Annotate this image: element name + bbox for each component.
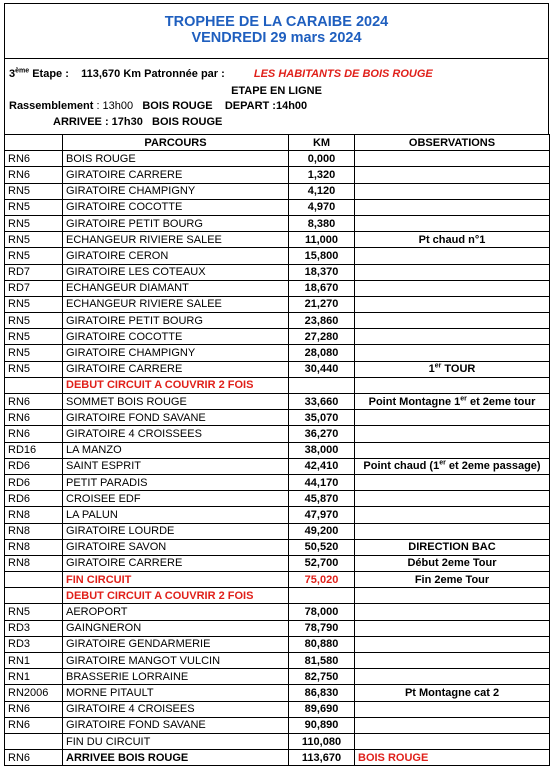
road-cell: RN6 <box>5 426 63 442</box>
parcours-cell: GIRATOIRE GENDARMERIE <box>63 636 289 652</box>
observation-cell <box>355 507 550 523</box>
table-row <box>5 620 550 636</box>
km-cell: 0,000 <box>289 151 355 167</box>
km-cell: 11,000 <box>289 232 355 248</box>
rassemblement-time: : 13h00 <box>96 100 134 112</box>
road-cell: RN5 <box>5 296 63 312</box>
table-row <box>5 151 550 167</box>
table-row <box>5 199 550 215</box>
km-cell: 23,860 <box>289 313 355 329</box>
table-row <box>5 733 550 749</box>
observation-cell <box>355 474 550 490</box>
table-row <box>5 523 550 539</box>
table-row <box>5 313 550 329</box>
km-cell: 8,380 <box>289 215 355 231</box>
km-cell: 38,000 <box>289 442 355 458</box>
race-sheet <box>4 3 549 766</box>
observation-cell <box>355 296 550 312</box>
km-cell: 75,020 <box>289 572 355 588</box>
table-row <box>5 717 550 733</box>
road-cell <box>5 733 63 749</box>
table-row <box>5 653 550 669</box>
observation-cell <box>355 264 550 280</box>
table-row <box>5 426 550 442</box>
km-cell: 18,670 <box>289 280 355 296</box>
road-cell: RN8 <box>5 523 63 539</box>
table-row <box>5 183 550 199</box>
table-row <box>5 572 550 588</box>
stage-sponsor: LES HABITANTS DE BOIS ROUGE <box>253 68 433 80</box>
arrivee-place: BOIS ROUGE <box>152 116 223 128</box>
parcours-cell: GIRATOIRE 4 CROISEES <box>63 701 289 717</box>
stage-type: ETAPE EN LIGNE <box>231 85 322 97</box>
parcours-cell: ECHANGEUR RIVIERE SALEE <box>63 296 289 312</box>
km-cell: 49,200 <box>289 523 355 539</box>
road-cell: RN6 <box>5 151 63 167</box>
parcours-cell: FIN CIRCUIT <box>63 572 289 588</box>
parcours-cell: PETIT PARADIS <box>63 474 289 490</box>
road-cell: RD6 <box>5 474 63 490</box>
rassemblement-label: Rassemblement <box>9 100 94 112</box>
km-cell: 44,170 <box>289 474 355 490</box>
stage-distance: 113,670 Km Patronnée par : <box>81 68 225 80</box>
road-cell: RN6 <box>5 167 63 183</box>
observation-cell <box>355 199 550 215</box>
table-row <box>5 248 550 264</box>
parcours-cell: GIRATOIRE CARRERE <box>63 361 289 377</box>
km-cell: 21,270 <box>289 296 355 312</box>
parcours-cell: GIRATOIRE CERON <box>63 248 289 264</box>
road-cell: RD6 <box>5 458 63 474</box>
parcours-cell: GIRATOIRE CHAMPIGNY <box>63 183 289 199</box>
parcours-cell: GIRATOIRE LOURDE <box>63 523 289 539</box>
parcours-cell: GIRATOIRE 4 CROISSEES <box>63 426 289 442</box>
parcours-cell: LA PALUN <box>63 507 289 523</box>
km-cell <box>289 377 355 393</box>
road-cell: RN5 <box>5 313 63 329</box>
table-row <box>5 539 550 555</box>
observation-cell: Point chaud (1er et 2eme passage) <box>355 458 550 474</box>
table-row <box>5 280 550 296</box>
document-date: VENDREDI 29 mars 2024 <box>191 30 362 46</box>
observation-cell: Début 2eme Tour <box>355 555 550 571</box>
km-cell: 27,280 <box>289 329 355 345</box>
road-cell: RD3 <box>5 636 63 652</box>
table-row <box>5 442 550 458</box>
observation-cell: Fin 2eme Tour <box>355 572 550 588</box>
road-cell <box>5 588 63 604</box>
observation-cell: 1er TOUR <box>355 361 550 377</box>
km-cell: 47,970 <box>289 507 355 523</box>
road-cell: RN5 <box>5 183 63 199</box>
table-row <box>5 345 550 361</box>
road-cell <box>5 377 63 393</box>
road-cell: RN8 <box>5 539 63 555</box>
road-cell: RN8 <box>5 507 63 523</box>
table-row <box>5 394 550 410</box>
parcours-cell: SOMMET BOIS ROUGE <box>63 394 289 410</box>
road-cell: RN1 <box>5 669 63 685</box>
km-cell: 52,700 <box>289 555 355 571</box>
observation-cell: Point Montagne 1er et 2eme tour <box>355 394 550 410</box>
km-cell: 110,080 <box>289 733 355 749</box>
km-cell: 50,520 <box>289 539 355 555</box>
road-cell: RN6 <box>5 717 63 733</box>
table-row <box>5 377 550 393</box>
km-cell: 78,000 <box>289 604 355 620</box>
km-cell: 113,670 <box>289 750 355 766</box>
observation-cell <box>355 426 550 442</box>
km-cell: 4,120 <box>289 183 355 199</box>
observation-cell <box>355 345 550 361</box>
rassemblement-place: BOIS ROUGE <box>142 100 213 112</box>
parcours-cell: GIRATOIRE MANGOT VULCIN <box>63 653 289 669</box>
road-cell: RD16 <box>5 442 63 458</box>
km-cell: 4,970 <box>289 199 355 215</box>
parcours-cell: GIRATOIRE FOND SAVANE <box>63 717 289 733</box>
road-cell: RN5 <box>5 248 63 264</box>
parcours-cell: GAINGNERON <box>63 620 289 636</box>
observation-cell: DIRECTION BAC <box>355 539 550 555</box>
km-cell: 89,690 <box>289 701 355 717</box>
document-header <box>4 3 549 59</box>
observation-cell <box>355 717 550 733</box>
parcours-cell: GIRATOIRE LES COTEAUX <box>63 264 289 280</box>
road-cell: RD6 <box>5 491 63 507</box>
route-table <box>4 134 550 766</box>
km-cell: 28,080 <box>289 345 355 361</box>
observation-cell <box>355 215 550 231</box>
parcours-cell: GIRATOIRE COCOTTE <box>63 199 289 215</box>
road-cell: RN5 <box>5 345 63 361</box>
table-row <box>5 701 550 717</box>
parcours-cell: ECHANGEUR DIAMANT <box>63 280 289 296</box>
table-row <box>5 232 550 248</box>
road-cell: RN5 <box>5 329 63 345</box>
km-cell: 81,580 <box>289 653 355 669</box>
observation-cell <box>355 183 550 199</box>
km-cell: 78,790 <box>289 620 355 636</box>
table-row <box>5 410 550 426</box>
parcours-cell: LA MANZO <box>63 442 289 458</box>
rassemblement-line <box>9 100 307 112</box>
parcours-cell: GIRATOIRE CHAMPIGNY <box>63 345 289 361</box>
km-cell: 1,320 <box>289 167 355 183</box>
parcours-cell: GIRATOIRE PETIT BOURG <box>63 313 289 329</box>
header-km: KM <box>289 135 355 151</box>
observation-cell <box>355 280 550 296</box>
observation-cell <box>355 636 550 652</box>
observation-cell <box>355 669 550 685</box>
header-parcours: PARCOURS <box>63 135 289 151</box>
table-row <box>5 555 550 571</box>
stage-line <box>9 68 433 80</box>
parcours-cell: ECHANGEUR RIVIERE SALEE <box>63 232 289 248</box>
table-row <box>5 604 550 620</box>
road-cell: RN8 <box>5 555 63 571</box>
road-cell: RN6 <box>5 410 63 426</box>
road-cell: RN6 <box>5 394 63 410</box>
parcours-cell: AEROPORT <box>63 604 289 620</box>
parcours-cell: DEBUT CIRCUIT A COUVRIR 2 FOIS <box>63 377 289 393</box>
table-row <box>5 685 550 701</box>
table-row <box>5 588 550 604</box>
km-cell: 86,830 <box>289 685 355 701</box>
route-table-body <box>5 151 550 766</box>
km-cell: 15,800 <box>289 248 355 264</box>
km-cell: 30,440 <box>289 361 355 377</box>
table-row <box>5 167 550 183</box>
parcours-cell: BRASSERIE LORRAINE <box>63 669 289 685</box>
road-cell: RN5 <box>5 604 63 620</box>
km-cell <box>289 588 355 604</box>
observation-cell <box>355 701 550 717</box>
parcours-cell: SAINT ESPRIT <box>63 458 289 474</box>
table-row <box>5 750 550 766</box>
km-cell: 90,890 <box>289 717 355 733</box>
parcours-cell: GIRATOIRE PETIT BOURG <box>63 215 289 231</box>
km-cell: 36,270 <box>289 426 355 442</box>
road-cell <box>5 572 63 588</box>
table-row <box>5 296 550 312</box>
parcours-cell: CROISEE EDF <box>63 491 289 507</box>
observation-cell <box>355 491 550 507</box>
parcours-cell: FIN DU CIRCUIT <box>63 733 289 749</box>
table-row <box>5 636 550 652</box>
table-row <box>5 491 550 507</box>
road-cell: RD7 <box>5 280 63 296</box>
road-cell: RD7 <box>5 264 63 280</box>
road-cell: RD3 <box>5 620 63 636</box>
km-cell: 80,880 <box>289 636 355 652</box>
km-cell: 82,750 <box>289 669 355 685</box>
observation-cell <box>355 329 550 345</box>
parcours-cell: BOIS ROUGE <box>63 151 289 167</box>
observation-cell <box>355 410 550 426</box>
parcours-cell: GIRATOIRE COCOTTE <box>63 329 289 345</box>
parcours-cell: GIRATOIRE FOND SAVANE <box>63 410 289 426</box>
km-cell: 33,660 <box>289 394 355 410</box>
arrivee-line <box>53 116 222 128</box>
observation-cell <box>355 653 550 669</box>
observation-cell <box>355 442 550 458</box>
observation-cell <box>355 313 550 329</box>
km-cell: 18,370 <box>289 264 355 280</box>
header-road <box>5 135 63 151</box>
stage-info <box>4 59 549 134</box>
observation-cell <box>355 604 550 620</box>
road-cell: RN2006 <box>5 685 63 701</box>
parcours-cell: GIRATOIRE CARRERE <box>63 555 289 571</box>
road-cell: RN6 <box>5 750 63 766</box>
table-row <box>5 669 550 685</box>
depart-time: DEPART :14h00 <box>224 100 308 112</box>
table-row <box>5 474 550 490</box>
km-cell: 42,410 <box>289 458 355 474</box>
parcours-cell: GIRATOIRE CARRERE <box>63 167 289 183</box>
parcours-cell: DEBUT CIRCUIT A COUVRIR 2 FOIS <box>63 588 289 604</box>
parcours-cell: GIRATOIRE SAVON <box>63 539 289 555</box>
km-cell: 45,870 <box>289 491 355 507</box>
observation-cell: Pt Montagne cat 2 <box>355 685 550 701</box>
observation-cell <box>355 620 550 636</box>
stage-label: Etape : <box>32 68 69 80</box>
arrivee-time: ARRIVEE : 17h30 <box>53 116 143 128</box>
road-cell: RN1 <box>5 653 63 669</box>
observation-cell <box>355 588 550 604</box>
road-cell: RN5 <box>5 199 63 215</box>
table-row <box>5 215 550 231</box>
observation-cell <box>355 151 550 167</box>
route-table-header <box>5 135 550 151</box>
road-cell: RN5 <box>5 232 63 248</box>
km-cell: 35,070 <box>289 410 355 426</box>
table-row <box>5 329 550 345</box>
observation-cell: BOIS ROUGE <box>355 750 550 766</box>
table-row <box>5 264 550 280</box>
parcours-cell: MORNE PITAULT <box>63 685 289 701</box>
table-row <box>5 458 550 474</box>
observation-cell <box>355 167 550 183</box>
header-observations: OBSERVATIONS <box>355 135 550 151</box>
observation-cell <box>355 377 550 393</box>
observation-cell <box>355 523 550 539</box>
observation-cell <box>355 248 550 264</box>
road-cell: RN5 <box>5 215 63 231</box>
road-cell: RN5 <box>5 361 63 377</box>
observation-cell: Pt chaud n°1 <box>355 232 550 248</box>
parcours-cell: ARRIVEE BOIS ROUGE <box>63 750 289 766</box>
stage-number: 3 <box>9 68 16 80</box>
observation-cell <box>355 733 550 749</box>
table-row <box>5 507 550 523</box>
document-title: TROPHEE DE LA CARAIBE 2024 <box>164 14 389 30</box>
table-row <box>5 361 550 377</box>
stage-number-suffix: ème <box>15 67 30 75</box>
road-cell: RN6 <box>5 701 63 717</box>
